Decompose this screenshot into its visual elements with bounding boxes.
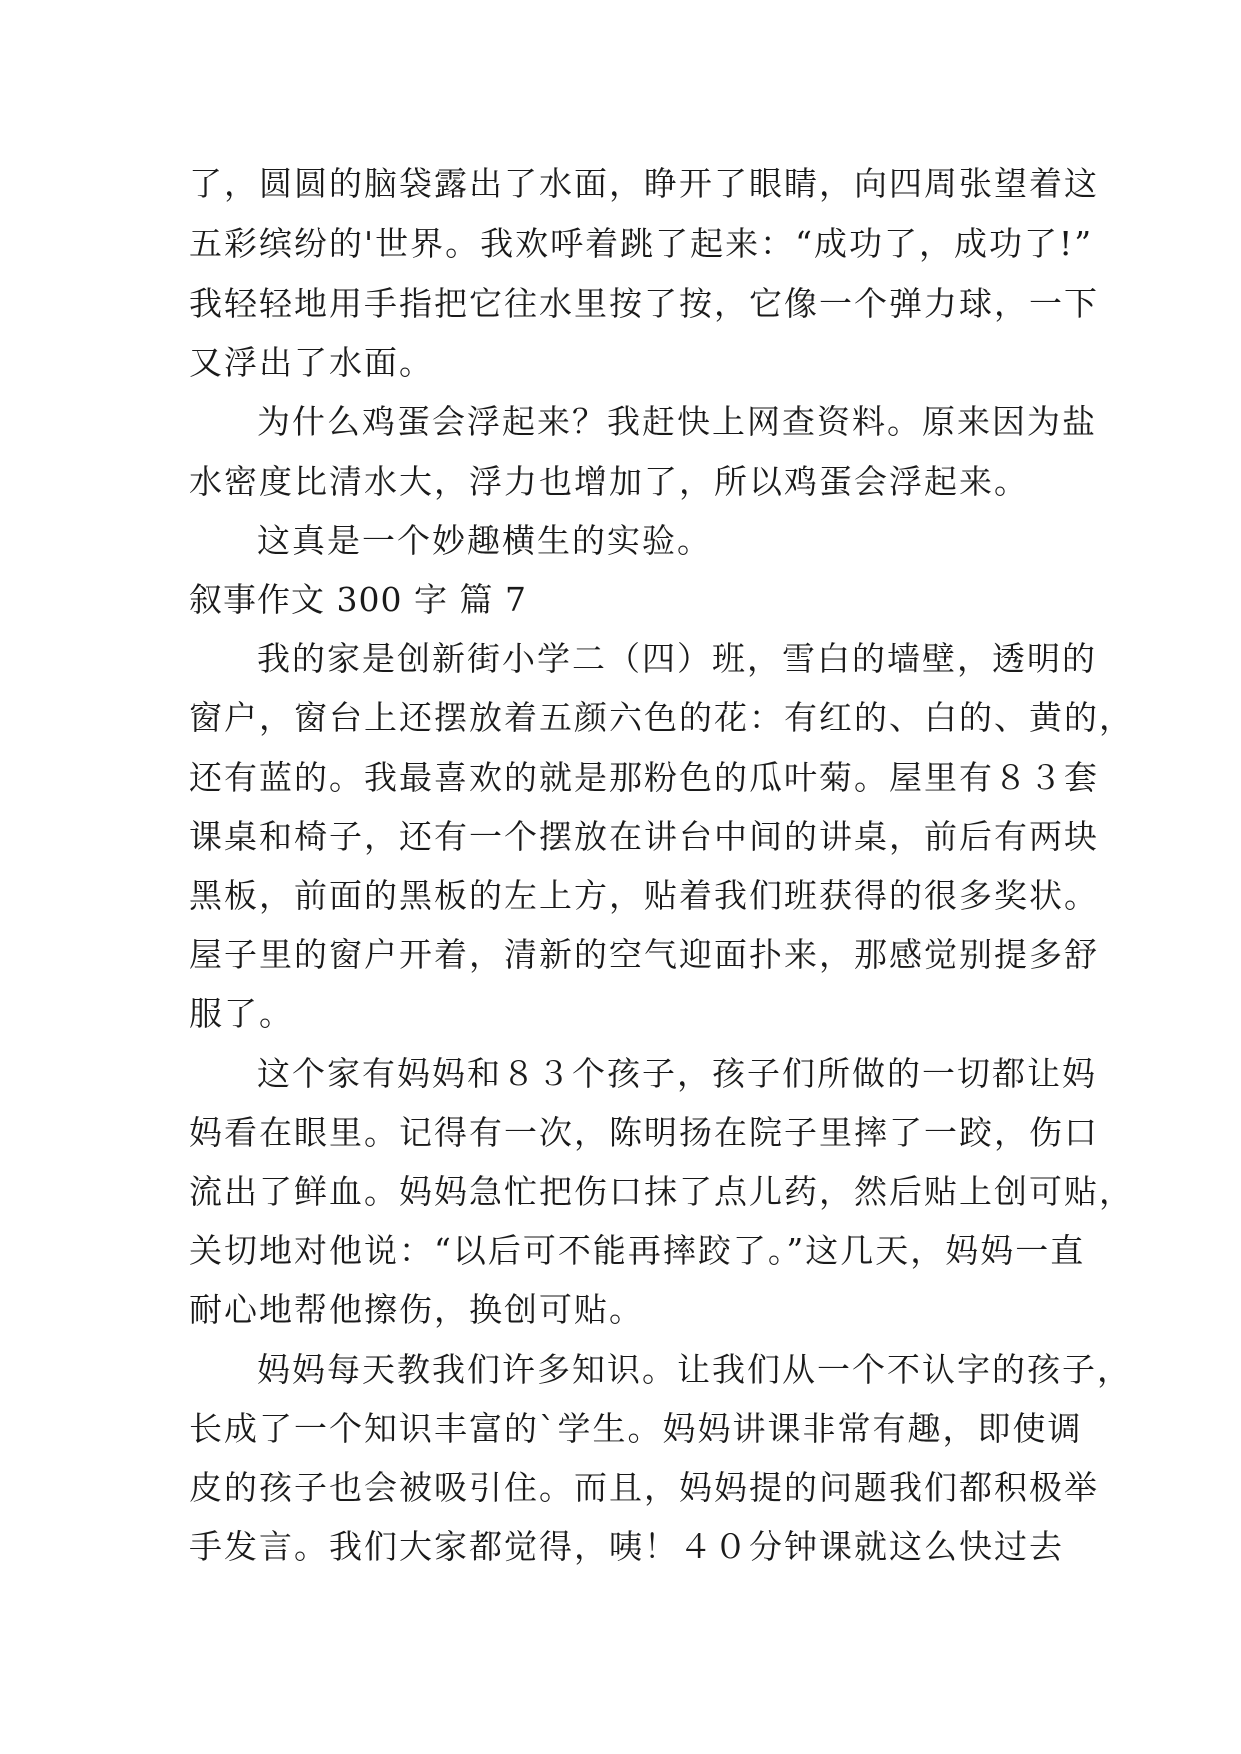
- text-line: 妈看在眼里。记得有一次，陈明扬在院子里摔了一跤，伤口: [189, 1113, 1099, 1152]
- text-line: 妈妈每天教我们许多知识。让我们从一个不认字的孩子，: [257, 1350, 1132, 1389]
- text-line: 为什么鸡蛋会浮起来？我赶快上网查资料。原来因为盐: [257, 402, 1097, 441]
- text-line: 耐心地帮他擦伤，换创可贴。: [189, 1290, 644, 1329]
- text-line: 课桌和椅子，还有一个摆放在讲台中间的讲桌，前后有两块: [189, 817, 1099, 856]
- text-line: 这个家有妈妈和８３个孩子，孩子们所做的一切都让妈: [257, 1054, 1097, 1093]
- text-line: 皮的孩子也会被吸引住。而且，妈妈提的问题我们都积极举: [189, 1468, 1099, 1507]
- text-line: 五彩缤纷的'世界。我欢呼着跳了起来：“成功了，成功了!”: [189, 224, 1094, 263]
- text-line: 流出了鲜血。妈妈急忙把伤口抹了点儿药，然后贴上创可贴，: [189, 1172, 1134, 1211]
- text-line: 关切地对他说：“以后可不能再摔跤了。”这几天，妈妈一直: [189, 1231, 1086, 1270]
- text-line: 长成了一个知识丰富的`学生。妈妈讲课非常有趣，即使调: [189, 1409, 1083, 1448]
- text-line: 这真是一个妙趣横生的实验。: [257, 521, 712, 560]
- text-line: 窗户，窗台上还摆放着五颜六色的花：有红的、白的、黄的，: [189, 698, 1134, 737]
- text-line: 我轻轻地用手指把它往水里按了按，它像一个弹力球，一下: [189, 284, 1099, 323]
- text-line: 我的家是创新街小学二（四）班，雪白的墙壁，透明的: [257, 639, 1097, 678]
- section-heading: 叙事作文 300 字 篇 7: [189, 580, 527, 619]
- text-line: 黑板，前面的黑板的左上方，贴着我们班获得的很多奖状。: [189, 876, 1099, 915]
- text-line: 手发言。我们大家都觉得，咦！４０分钟课就这么快过去: [189, 1527, 1064, 1566]
- text-line: 水密度比清水大，浮力也增加了，所以鸡蛋会浮起来。: [189, 462, 1029, 501]
- text-line: 又浮出了水面。: [189, 343, 434, 382]
- text-line: 服了。: [189, 994, 294, 1033]
- text-line: 还有蓝的。我最喜欢的就是那粉色的瓜叶菊。屋里有８３套: [189, 758, 1099, 797]
- text-line: 了，圆圆的脑袋露出了水面，睁开了眼睛，向四周张望着这: [189, 164, 1099, 203]
- text-line: 屋子里的窗户开着，清新的空气迎面扑来，那感觉别提多舒: [189, 935, 1099, 974]
